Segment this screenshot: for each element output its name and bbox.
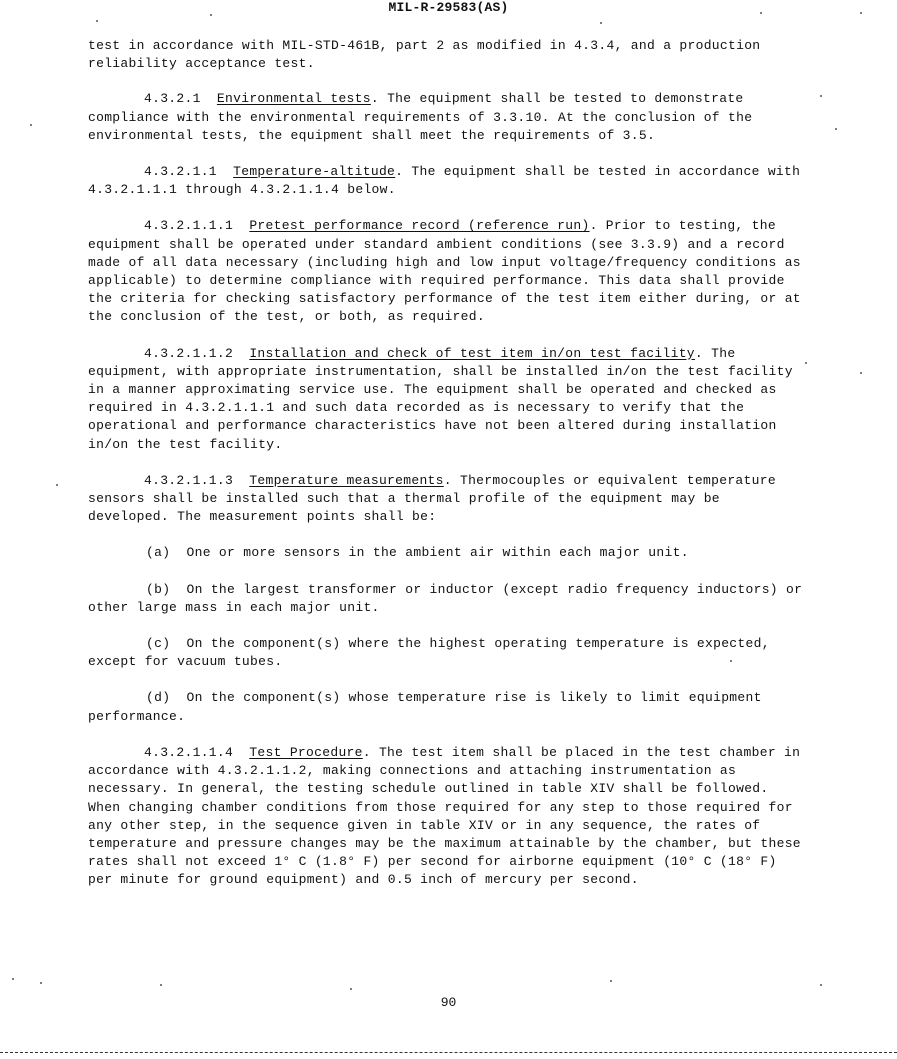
list-item-label: (a) (146, 545, 171, 561)
list-item-text: One or more sensors in the ambient air within each major unit. (186, 545, 689, 561)
document-header: MIL-R-29583(AS) (388, 0, 509, 15)
paragraph-4-3-2-1 (88, 90, 808, 145)
scan-speck (96, 20, 98, 22)
scan-speck (350, 988, 352, 990)
scan-speck (30, 124, 32, 126)
page-number: 90 (440, 995, 457, 1010)
title-separator: . (370, 91, 379, 107)
scan-speck (40, 982, 42, 984)
paragraph-body: The equipment, with appropriate instrumentation, shall be installed in/on the test facility in a manner approximating service use. The equipment shall be operated and checked as required in 4.3.2.1.1.1 and such data recorded as is necessary to verify that the operational and performance characteristics have not been altered during installation in/on the test facility. (88, 345, 793, 452)
scan-speck (210, 14, 212, 16)
paragraph-4-3-2-1-1-2 (88, 345, 808, 454)
scan-speck (820, 984, 822, 986)
title-separator: . (443, 472, 452, 488)
title-separator: . (395, 164, 404, 180)
scan-speck (160, 984, 162, 986)
section-title: Pretest performance record (reference run) (249, 218, 590, 234)
paragraph-continuation (88, 37, 808, 73)
scan-speck (730, 660, 732, 662)
list-item-label: (d) (146, 690, 171, 706)
section-title: Temperature measurements (249, 472, 444, 488)
scan-speck (835, 128, 837, 130)
paragraph-text: test in accordance with MIL-STD-461B, part 2 as modified in 4.3.4, and a production reliability acceptance test. (88, 38, 761, 72)
scan-speck (805, 362, 807, 364)
paragraph-4-3-2-1-1-3 (88, 472, 808, 527)
scan-speck (820, 95, 822, 97)
document-body (88, 37, 808, 908)
section-number: 4.3.2.1.1.3 (144, 472, 234, 488)
section-title: Temperature-altitude (233, 164, 396, 180)
title-separator: . (694, 345, 704, 361)
paragraph-body: The equipment shall be tested to demonstrate compliance with the environmental requirements of 3.3.10. At the conclusion of the environmental tests, the equipment shall meet the requirements of 3.5. (88, 91, 753, 143)
list-item (88, 635, 808, 671)
list-item-text: On the largest transformer or inductor (except radio frequency inductors) or other large mass in each major unit. (88, 581, 803, 615)
section-number: 4.3.2.1 (144, 91, 201, 107)
list-item-text: On the component(s) where the highest operating temperature is expected, except for vacuum tubes. (88, 636, 770, 670)
section-number: 4.3.2.1.1 (144, 164, 217, 180)
paragraph-body: The test item shall be placed in the test chamber in accordance with 4.3.2.1.1.2, making connections and attaching instrumentation as necessary. In general, the testing schedule outlined in table XIV shall be followed. When changing chamber conditions from those required for any step to those required for any other step, in the sequence given in table XIV or in any sequence, the rates of temperature and pressure changes may be the maximum attainable by the chamber, but these rates shall not exceed 1° C (1.8° F) per second for airborne equipment (10° C (18° F) per minute for ground equipment) and 0.5 inch of mercury per second. (88, 744, 801, 888)
scan-speck (12, 978, 14, 980)
scan-speck (760, 12, 762, 14)
section-number: 4.3.2.1.1.4 (144, 744, 234, 760)
paragraph-body: Prior to testing, the equipment shall be operated under standard ambient conditions (see 3.3.9) and a record made of all data necessary (including high and low input voltage/frequency conditions as applicable) to determine compliance with required performance. This data shall provide the criteria for checking satisfactory performance of the test item either during, or at the conclusion of the test, or both, as required. (88, 218, 801, 325)
list-item (88, 689, 808, 725)
paragraph-body: The equipment shall be tested in accordance with 4.3.2.1.1.1 through 4.3.2.1.1.4 below. (88, 164, 801, 198)
scan-speck (56, 484, 58, 486)
list-item (88, 544, 808, 562)
paragraph-4-3-2-1-1 (88, 163, 808, 199)
scan-speck (860, 372, 862, 374)
section-title: Test Procedure (249, 744, 363, 760)
scan-speck (610, 980, 612, 982)
section-title: Installation and check of test item in/on test facility (249, 345, 695, 361)
paragraph-4-3-2-1-1-4 (88, 744, 808, 890)
scan-edge-rule (0, 1052, 897, 1053)
paragraph-body: Thermocouples or equivalent temperature sensors shall be installed such that a thermal profile of the equipment may be developed. The measurement points shall be: (88, 472, 776, 525)
list-item-label: (b) (146, 581, 171, 597)
scan-speck (860, 12, 862, 14)
list-item (88, 581, 808, 617)
section-number: 4.3.2.1.1.2 (144, 345, 234, 361)
scan-speck (600, 22, 602, 24)
section-number: 4.3.2.1.1.1 (144, 218, 234, 234)
list-item-label: (c) (146, 636, 171, 652)
paragraph-4-3-2-1-1-1 (88, 217, 808, 326)
list-item-text: On the component(s) whose temperature rise is likely to limit equipment performance. (88, 690, 762, 724)
title-separator: . (362, 744, 371, 760)
title-separator: . (589, 218, 598, 234)
section-title: Environmental tests (216, 91, 371, 107)
